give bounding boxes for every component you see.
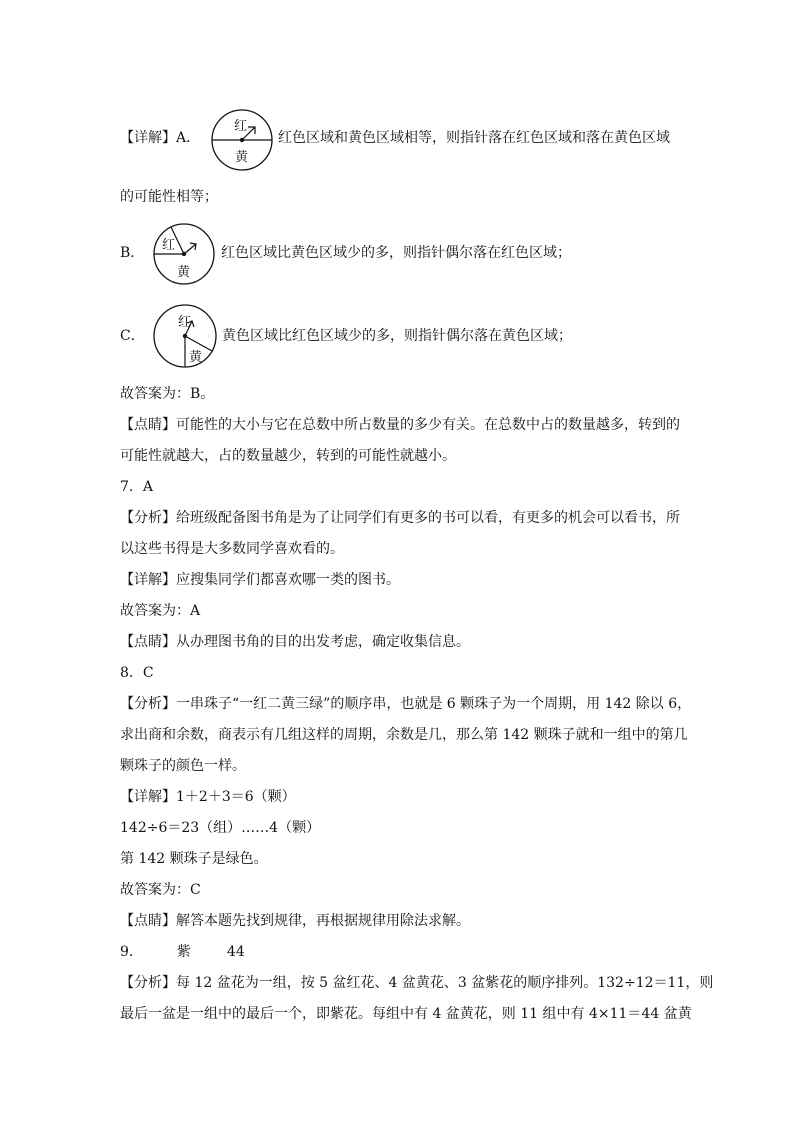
detail-a-text: 红色区域和黄色区域相等，则指针落在红色区域和落在黄色区域: [278, 130, 670, 146]
q9-line: [120, 942, 245, 962]
spinner-b-red-label: 红: [162, 238, 176, 253]
text-line: 第 142 颗珠子是绿色。: [120, 851, 268, 867]
text-line: 可能性就越大，占的数量越少，转到的可能性就越小。: [120, 448, 456, 464]
text-line: 故答案为：B。: [120, 386, 215, 402]
detail-c-text: 黄色区域比红色区域少的多，则指针偶尔落在黄色区域；: [222, 328, 572, 344]
q9-number: 9．: [120, 944, 143, 960]
text-line: 142÷6＝23（组）……4（颗）: [120, 820, 321, 836]
spinner-a-yellow-label: 黄: [235, 150, 249, 165]
text-line: 【分析】一串珠子“一红二黄三绿”的顺序串，也就是 6 颗珠子为一个周期，用 142 除以 6，: [120, 696, 692, 712]
q9-answer-2: 44: [226, 944, 245, 960]
detail-c-prefix: C．: [120, 328, 145, 344]
text-line: 【点睛】从办理图书角的目的出发考虑，确定收集信息。: [120, 634, 470, 650]
text-line: 【点睛】可能性的大小与它在总数中所占数量的多少有关。在总数中占的数量越多，转到的: [120, 417, 680, 433]
text-line: 故答案为：C: [120, 882, 201, 898]
spinner-c-yellow-label: 黄: [189, 350, 203, 365]
text-line: 【分析】给班级配备图书角是为了让同学们有更多的书可以看，有更多的机会可以看书，所: [120, 510, 680, 526]
detail-b-prefix: B．: [120, 245, 145, 261]
spinner-b: [152, 222, 216, 286]
text-line: 求出商和余数，商表示有几组这样的周期，余数是几，那么第 142 颗珠子就和一组中的第几: [120, 727, 688, 743]
detail-a-prefix: 【详解】A．: [120, 130, 201, 146]
spinner-b-yellow-label: 黄: [177, 265, 191, 280]
spinner-a-red-label: 红: [234, 119, 248, 134]
detail-a-text-cont: 的可能性相等；: [120, 189, 218, 205]
q9-answer-1: 紫: [176, 944, 191, 960]
text-line: 最后一盆是一组中的最后一个，即紫花。每组中有 4 盆黄花，则 11 组中有 4×11＝44 盆黄: [120, 1006, 692, 1022]
detail-b-text: 红色区域比黄色区域少的多，则指针偶尔落在红色区域；: [221, 245, 571, 261]
text-line: 【点睛】解答本题先找到规律，再根据规律用除法求解。: [120, 913, 470, 929]
text-line: 7．A: [120, 479, 154, 495]
spinner-a: [210, 108, 274, 172]
text-line: 【详解】1＋2＋3＝6（颗）: [120, 789, 296, 805]
text-line: 8．C: [120, 665, 154, 681]
text-line: 【详解】应搜集同学们都喜欢哪一类的图书。: [120, 572, 400, 588]
spinner-c: [152, 303, 218, 369]
text-line: 故答案为：A: [120, 603, 201, 619]
text-line: 颗珠子的颜色一样。: [120, 758, 246, 774]
text-line: 以这些书得是大多数同学喜欢看的。: [120, 541, 344, 557]
text-line: 【分析】每 12 盆花为一组，按 5 盆红花、4 盆黄花、3 盆紫花的顺序排列。132÷12＝11，则: [120, 975, 714, 991]
spinner-c-red-label: 红: [178, 315, 192, 330]
